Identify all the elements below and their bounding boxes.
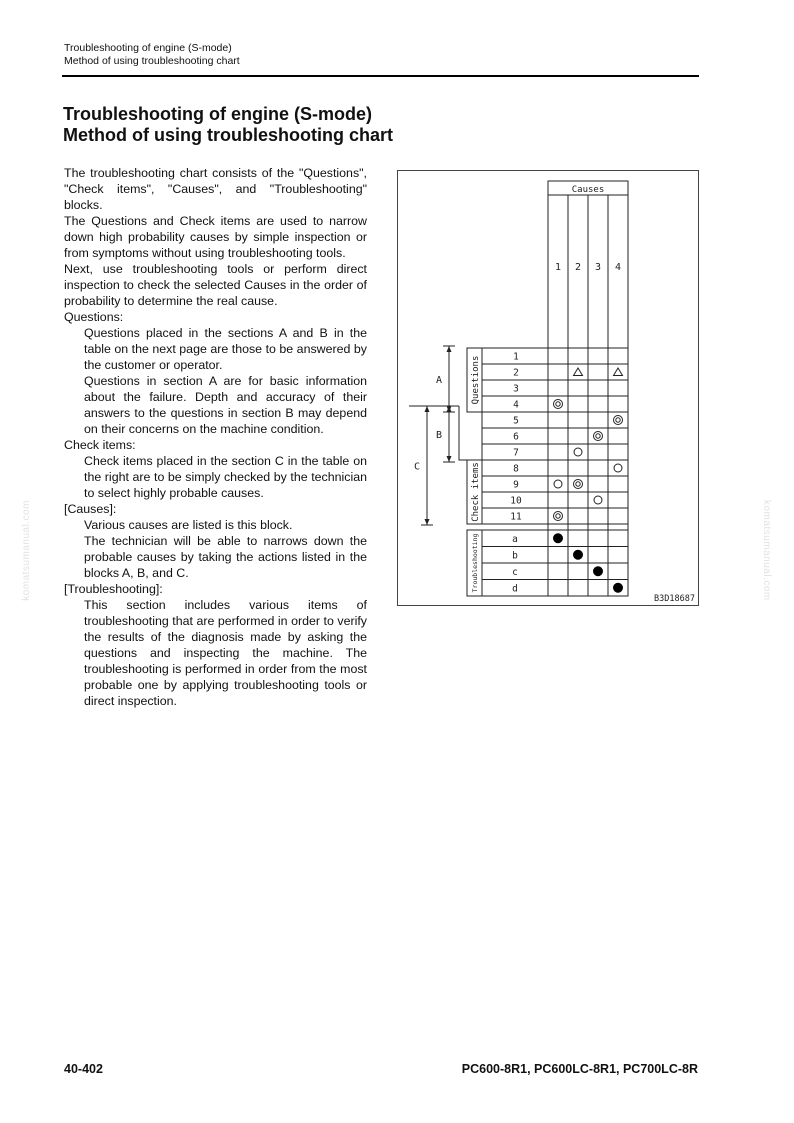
mark-double-circle [614, 416, 623, 425]
watermark-left: komatsumanual.com [21, 500, 32, 601]
row-label-6: 6 [513, 431, 519, 443]
mark-circle [554, 480, 562, 488]
causes-header-label: Causes [571, 185, 605, 195]
mark-filled-circle [613, 583, 623, 593]
mark-double-circle-inner [576, 482, 580, 486]
mark-filled-circle [553, 533, 563, 543]
mark-filled-circle [593, 566, 603, 576]
mark-circle [574, 448, 582, 456]
body-paragraph: Various causes are listed is this block. [84, 518, 293, 532]
body-paragraph: The technician will be able to narrows down the probable causes by taking the actions listed in the blocks A, B, and C. [84, 534, 367, 580]
section-b-label: B [435, 430, 442, 441]
page-number: 40-402 [64, 1062, 103, 1076]
row-label-8: 8 [513, 463, 519, 475]
cause-number-1: 1 [554, 262, 562, 273]
troubleshooting-bar-label: Troubleshooting [471, 533, 479, 593]
mark-triangle [574, 368, 583, 376]
body-paragraph: Questions in section A are for basic information about the failure. Depth and accuracy of their answers to the questions in section B may depend on their concerns on the machine condition. [84, 374, 367, 436]
page-title-line2: Method of using troubleshooting chart [63, 125, 393, 145]
mark-double-circle-inner [556, 402, 560, 406]
troubleshooting-label-b: b [512, 550, 518, 562]
header-rule [62, 75, 699, 77]
section-a-label: A [435, 375, 442, 386]
row-label-1: 1 [513, 351, 519, 363]
body-paragraph: Questions placed in the sections A and B in the table on the next page are those to be answered by the customer or operator. [84, 326, 367, 372]
cause-number-3: 3 [594, 262, 602, 273]
body-paragraph: This section includes various items of troubleshooting that are performed in order to verify the results of the diagnosis made by asking the questions and inspecting the machine. The troubleshooting is performed in order from the most probable one by applying troubleshooting tools or direct inspection. [84, 598, 367, 708]
mark-filled-circle [573, 550, 583, 560]
mark-double-circle-inner [596, 434, 600, 438]
section-c-arrow-bottom [425, 519, 430, 525]
figure-code: B3D18687 [654, 594, 695, 604]
row-label-11: 11 [510, 511, 522, 523]
cause-number-2: 2 [574, 262, 582, 273]
mark-double-circle [554, 400, 563, 409]
row-label-5: 5 [513, 415, 519, 427]
troubleshooting-label-d: d [512, 583, 518, 595]
check-items-bar-label: Check items [471, 462, 481, 522]
body-paragraph: Questions: [64, 310, 124, 324]
mark-circle [614, 464, 622, 472]
row-label-10: 10 [510, 495, 522, 507]
section-a-arrow-top [447, 346, 452, 352]
running-header [64, 42, 240, 68]
body-paragraph: The troubleshooting chart consists of the "Questions", "Check items", "Causes", and "Troubleshooting" blocks. [64, 166, 367, 212]
troubleshooting-label-a: a [512, 533, 518, 545]
body-paragraph: [Causes]: [64, 502, 117, 516]
mark-double-circle [554, 512, 563, 521]
running-header-line1: Troubleshooting of engine (S-mode) [64, 42, 232, 54]
row-label-4: 4 [513, 399, 519, 411]
mark-double-circle-inner [556, 514, 560, 518]
body-paragraph: Next, use troubleshooting tools or perform direct inspection to check the selected Causes in the order of probability to determine the real cause. [64, 262, 367, 308]
body-text [64, 165, 367, 709]
section-b-arrow-bottom [447, 456, 452, 462]
section-c-label: C [413, 461, 420, 473]
mark-double-circle [574, 480, 583, 489]
troubleshooting-chart [397, 170, 699, 606]
section-c-arrow-top [425, 406, 430, 412]
row-label-2: 2 [513, 367, 519, 379]
cause-number-4: 4 [614, 262, 622, 273]
troubleshooting-chart-figure [397, 170, 699, 606]
row-label-3: 3 [513, 383, 519, 395]
mark-circle [594, 496, 602, 504]
troubleshooting-label-c: c [512, 566, 518, 578]
body-paragraph: Check items: [64, 438, 136, 452]
watermark-right: komatsumanual.com [761, 500, 772, 601]
mark-double-circle-inner [616, 418, 620, 422]
row-label-9: 9 [513, 479, 519, 491]
model-list: PC600-8R1, PC600LC-8R1, PC700LC-8R [461, 1062, 698, 1076]
page-title-line1: Troubleshooting of engine (S-mode) [63, 104, 372, 124]
section-b-bracket [459, 406, 467, 460]
body-paragraph: The Questions and Check items are used to narrow down high probability causes by simple inspection or from symptoms without using troubleshooting tools. [64, 214, 367, 260]
row-label-7: 7 [513, 447, 519, 459]
page-title [63, 104, 393, 146]
body-paragraph: Check items placed in the section C in the table on the right are to be simply checked by the technician to select highly probable causes. [84, 454, 367, 500]
questions-bar-label: Questions [471, 355, 481, 405]
mark-triangle [614, 368, 623, 376]
mark-double-circle [594, 432, 603, 441]
body-paragraph: [Troubleshooting]: [64, 582, 163, 596]
running-header-line2: Method of using troubleshooting chart [64, 55, 240, 67]
